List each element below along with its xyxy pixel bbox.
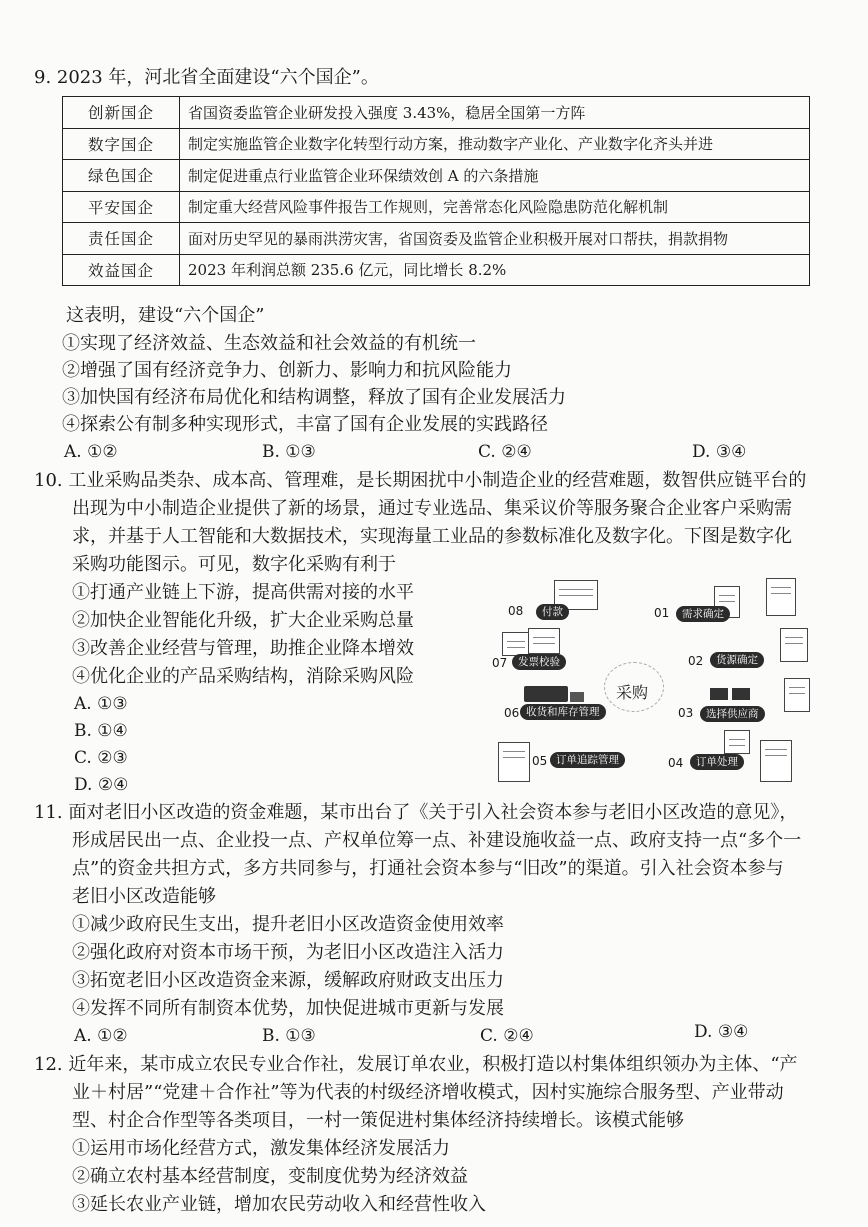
table-key: 创新国企 [63,97,180,129]
table-value: 面对历史罕见的暴雨洪涝灾害，省国资委及监管企业积极开展对口帮扶，捐款捐物 [180,223,810,255]
invoice-check-icon [502,632,530,656]
table-key: 责任国企 [63,223,180,255]
node-label: 需求确定 [676,606,730,622]
q11-stem-line-3: 点”的资金共担方式，多方共同参与，打通社会资本参与“旧改”的渠道。引入社会资本参与 [72,858,784,879]
node-number: 05 [532,754,548,768]
q10-item-2: ②加快企业智能化升级，扩大企业采购总量 [72,610,414,631]
node-label: 付款 [536,604,569,620]
truck-icon [732,688,750,700]
q10-item-4: ④优化企业的产品采购结构，消除采购风险 [72,666,414,687]
q9-option-b[interactable]: B. ①③ [262,442,316,462]
truck-icon [710,688,728,700]
q9-option-a[interactable]: A. ①② [64,442,118,462]
node-number: 06 [504,706,520,720]
table-row [63,223,810,255]
node-number: 01 [654,606,670,620]
table-key: 绿色国企 [63,160,180,192]
table-row [63,97,810,129]
q11-stem-line-1: 11. 面对老旧小区改造的资金难题，某市出台了《关于引入社会资本参与老旧小区改造的意见》， [34,802,798,823]
node-label: 选择供应商 [700,706,765,722]
warehouse-icon [524,686,568,702]
table-key: 平安国企 [63,191,180,223]
supplier-document-icon [784,678,810,712]
q9-lead: 这表明，建设“六个国企” [66,305,265,326]
q11-stem-line-4: 老旧小区改造能够 [72,886,216,907]
q12-stem-line-1: 12. 近年来，某市成立农民专业合作社，发展订单农业，积极打造以村集体组织领办为主体、“产 [34,1054,798,1075]
q10-option-b[interactable]: B. ①④ [74,721,128,741]
order-sheet-icon [760,740,792,782]
q12-stem-line-3: 型、村企合作型等各类项目，一村一策促进村集体经济持续增长。该模式能够 [72,1110,684,1131]
node-number: 04 [668,756,684,770]
q11-item-4: ④发挥不同所有制资本优势，加快促进城市更新与发展 [72,998,504,1019]
q9-item-3: ③加快国有经济布局优化和结构调整，释放了国有企业发展活力 [62,387,566,408]
node-label: 订单追踪管理 [550,752,625,768]
q11-option-b[interactable]: B. ①③ [262,1026,316,1046]
q10-option-d[interactable]: D. ②④ [74,775,129,795]
q10-item-1: ①打通产业链上下游，提高供需对接的水平 [72,582,414,603]
source-document-icon [780,628,808,662]
q11-item-2: ②强化政府对资本市场干预，为老旧小区改造注入活力 [72,942,504,963]
q10-stem-line-3: 求，并基于人工智能和大数据技术，实现海量工业品的参数标准化及数字化。下图是数字化 [72,526,792,547]
requirement-sheet-icon [766,578,796,616]
table-key: 数字国企 [63,128,180,160]
table-row [63,128,810,160]
table-row [63,254,810,286]
q9-stem: 9. 2023 年，河北省全面建设“六个国企”。 [34,67,379,88]
q9-option-c[interactable]: C. ②④ [478,442,532,462]
q11-item-3: ③拓宽老旧小区改造资金来源，缓解政府财政支出压力 [72,970,504,991]
procurement-diagram [492,570,822,782]
q9-option-d[interactable]: D. ③④ [692,442,747,462]
q11-stem-line-2: 形成居民出一点、企业投一点、产权单位筹一点、补建设施收益一点、政府支持一点“多个一 [72,830,802,851]
node-number: 07 [492,656,508,670]
q11-option-c[interactable]: C. ②④ [480,1026,534,1046]
node-number: 03 [678,706,694,720]
forklift-icon [570,692,584,702]
node-label: 收货和库存管理 [520,704,606,720]
q10-stem-line-1: 10. 工业采购品类杂、成本高、管理难，是长期困扰中小制造企业的经营难题，数智供应链平台的 [34,470,807,491]
diagram-center-label: 采购 [616,683,649,702]
node-number: 08 [508,604,524,618]
node-label: 发票校验 [512,654,566,670]
receipt-icon [528,628,560,654]
table-value: 2023 年利润总额 235.6 亿元，同比增长 8.2% [180,254,810,286]
table-key: 效益国企 [63,254,180,286]
table-value: 制定实施监管企业数字化转型行动方案，推动数字产业化、产业数字化齐头并进 [180,128,810,160]
q12-item-1: ①运用市场化经营方式，激发集体经济发展活力 [72,1138,450,1159]
q11-option-a[interactable]: A. ①② [74,1026,128,1046]
q12-item-3: ③延长农业产业链，增加农民劳动收入和经营性收入 [72,1194,486,1215]
table-value: 制定促进重点行业监管企业环保绩效创 A 的六条措施 [180,160,810,192]
q11-option-d[interactable]: D. ③④ [694,1022,749,1042]
q9-item-2: ②增强了国有经济竞争力、创新力、影响力和抗风险能力 [62,360,512,381]
q10-item-3: ③改善企业经营与管理，助推企业降本增效 [72,638,414,659]
node-number: 02 [688,654,704,668]
order-document-icon [724,730,750,754]
q10-stem-line-2: 出现为中小制造企业提供了新的场景，通过专业选品、集采议价等服务聚合企业客户采购需 [72,498,792,519]
six-soe-table [62,96,810,286]
q9-item-1: ①实现了经济效益、生态效益和社会效益的有机统一 [62,333,476,354]
node-label: 订单处理 [690,754,744,770]
q10-stem-line-4: 采购功能图示。可见，数字化采购有利于 [72,554,396,575]
q10-option-c[interactable]: C. ②③ [74,748,128,768]
table-row [63,160,810,192]
q11-item-1: ①减少政府民生支出，提升老旧小区改造资金使用效率 [72,914,504,935]
q10-option-a[interactable]: A. ①③ [74,694,128,714]
table-row [63,191,810,223]
q12-stem-line-2: 业＋村居”“党建＋合作社”等为代表的村级经济增收模式，因村实施综合服务型、产业带动 [72,1082,784,1103]
q12-item-2: ②确立农村基本经营制度，变制度优势为经济效益 [72,1166,468,1187]
table-value: 省国资委监管企业研发投入强度 3.43%，稳居全国第一方阵 [180,97,810,129]
node-label: 货源确定 [710,652,764,668]
table-value: 制定重大经营风险事件报告工作规则，完善常态化风险隐患防范化解机制 [180,191,810,223]
tracking-document-icon [498,742,530,782]
q9-item-4: ④探索公有制多种实现形式，丰富了国有企业发展的实践路径 [62,414,548,435]
